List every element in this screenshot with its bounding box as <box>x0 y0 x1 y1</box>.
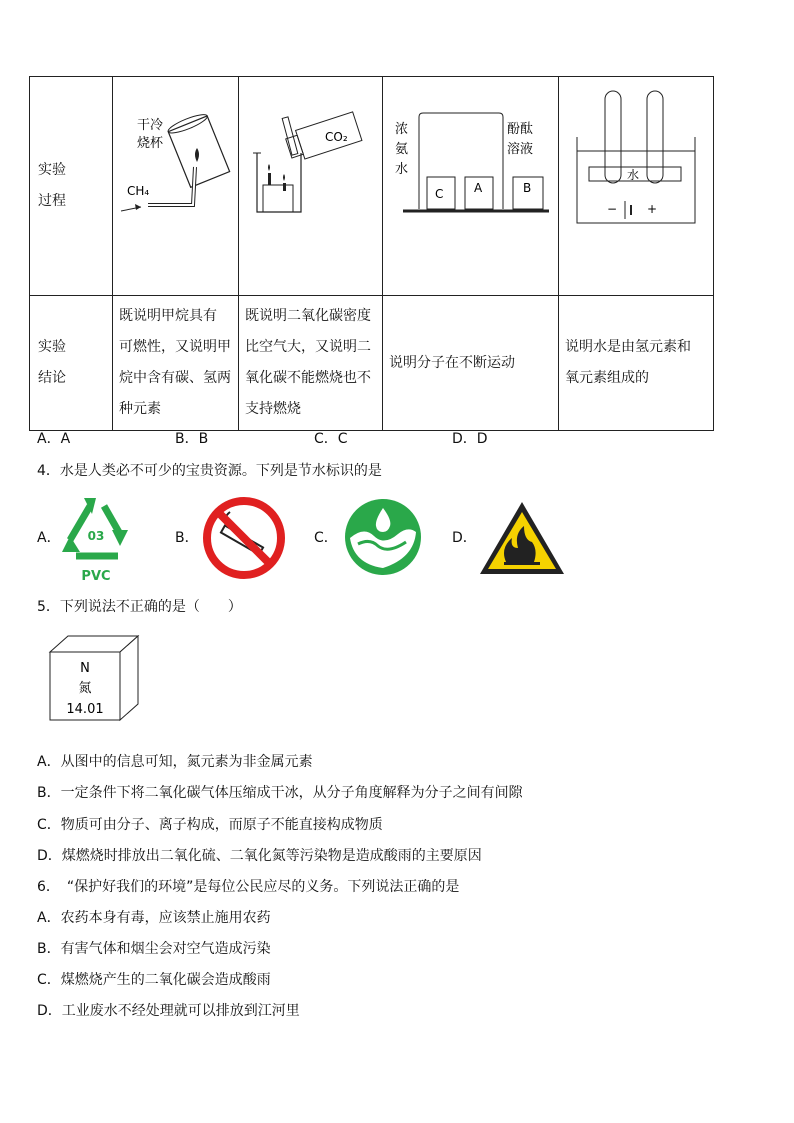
q4-option-c[interactable]: C． <box>314 530 338 546</box>
fig-a-gas-label: CH₄ <box>127 184 150 198</box>
q6-option-b[interactable]: B．有害气体和烟尘会对空气造成污染 <box>37 941 271 957</box>
conclusion-line: 烷中含有碳、氢两 <box>119 370 231 386</box>
row-head-line: 实验 <box>38 162 66 178</box>
fig-c-left-label: 氨 <box>395 142 409 157</box>
fig-b-gas-label: CO₂ <box>325 130 348 144</box>
fig-d-minus-label: − <box>607 202 618 216</box>
conclusion-line: 氧元素组成的 <box>565 370 649 386</box>
conclusion-line: 既说明二氧化碳密度 <box>245 308 371 324</box>
conclusion-line: 说明水是由氢元素和 <box>565 339 691 355</box>
fig-b-cell <box>239 77 383 296</box>
fig-c-beaker-label: A <box>474 181 483 195</box>
element-card-nitrogen <box>48 634 140 724</box>
q3-option-d[interactable]: D．D <box>452 431 488 447</box>
fig-c-beaker-label: B <box>523 181 532 195</box>
q3-option-b[interactable]: B．B <box>175 431 209 447</box>
fig-d-water-label: 水 <box>627 168 640 182</box>
fig-c-right-label: 溶液 <box>507 142 534 157</box>
conclusion-line: 说明分子在不断运动 <box>389 354 515 371</box>
conclusion-d <box>559 296 714 431</box>
water-saving-icon[interactable] <box>344 498 422 576</box>
q5-option-d[interactable]: D．煤燃烧时排放出二氧化硫、二氧化氮等污染物是造成酸雨的主要原因 <box>37 848 482 864</box>
conclusion-line: 支持燃烧 <box>245 401 301 417</box>
conclusion-line: 比空气大，又说明二 <box>245 339 371 355</box>
element-symbol: N <box>80 661 90 676</box>
q6-stem: 6． “保护好我们的环境”是每位公民应尽的义务。下列说法正确的是 <box>37 879 460 895</box>
row-head-line: 实验 <box>38 339 66 355</box>
conclusion-a <box>113 296 239 431</box>
q3-option-a[interactable]: A．A <box>37 431 71 447</box>
fig-c-left-label: 浓 <box>395 122 409 137</box>
fig-c-cell <box>383 77 559 296</box>
q5-option-b[interactable]: B．一定条件下将二氧化碳气体压缩成干冰，从分子角度解释为分子之间有间隙 <box>37 785 523 801</box>
fig-co2-pouring <box>239 77 382 283</box>
conclusion-c <box>383 296 559 431</box>
fig-a-cup-label: 烧杯 <box>137 136 164 151</box>
experiment-table <box>29 76 714 431</box>
fig-water-electrolysis <box>559 77 713 283</box>
row-head-line: 过程 <box>38 193 66 209</box>
q5-option-a[interactable]: A．从图中的信息可知，氮元素为非金属元素 <box>37 754 313 770</box>
element-mass: 14.01 <box>66 702 104 717</box>
q6-option-d[interactable]: D．工业废水不经处理就可以排放到江河里 <box>37 1003 300 1019</box>
fig-c-left-label: 水 <box>395 162 409 177</box>
conclusion-line: 可燃性，又说明甲 <box>119 339 231 355</box>
q4-stem: 4．水是人类必不可少的宝贵资源。下列是节水标识的是 <box>37 463 382 479</box>
fig-ammonia-diffusion <box>383 77 558 283</box>
q4-option-a[interactable]: A． <box>37 530 61 546</box>
conclusion-b <box>239 296 383 431</box>
q3-option-c[interactable]: C．C <box>314 431 348 447</box>
no-smoking-icon[interactable] <box>202 496 286 580</box>
q6-option-a[interactable]: A．农药本身有毒，应该禁止施用农药 <box>37 910 271 926</box>
recycle-label: PVC <box>81 569 111 584</box>
fig-c-right-label: 酚酞 <box>507 122 534 137</box>
row-head-conclusion <box>30 296 113 431</box>
conclusion-line: 氧化碳不能燃烧也不 <box>245 370 371 386</box>
recycle-code: 03 <box>87 529 105 543</box>
conclusion-line: 既说明甲烷具有 <box>119 308 217 324</box>
flammable-warning-icon[interactable] <box>476 498 568 578</box>
fig-methane-burning <box>113 77 238 283</box>
q5-option-c[interactable]: C．物质可由分子、离子构成，而原子不能直接构成物质 <box>37 817 383 833</box>
conclusion-line: 种元素 <box>119 401 161 417</box>
fig-a-cup-label: 干冷 <box>137 118 164 133</box>
q5-stem: 5．下列说法不正确的是（ ） <box>37 599 242 615</box>
recycle-pvc-icon[interactable] <box>58 494 134 586</box>
q4-option-d[interactable]: D． <box>452 530 477 546</box>
fig-a-cell <box>113 77 239 296</box>
q6-option-c[interactable]: C．煤燃烧产生的二氧化碳会造成酸雨 <box>37 972 271 988</box>
q4-option-b[interactable]: B． <box>175 530 199 546</box>
fig-d-cell <box>559 77 714 296</box>
row-head-process <box>30 77 113 296</box>
element-name: 氮 <box>78 681 92 696</box>
fig-c-beaker-label: C <box>435 187 444 201</box>
row-head-line: 结论 <box>38 370 66 386</box>
fig-d-plus-label: + <box>647 202 658 216</box>
